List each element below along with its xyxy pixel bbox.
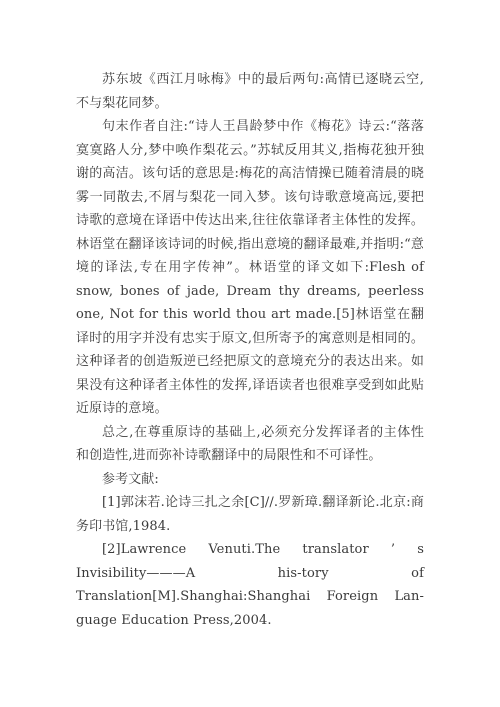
paragraph-conclusion: 总之,在尊重原诗的基础上,必须充分发挥译者的主体性和创造性,进而弥补诗歌翻译中的局限性和不可译性。: [76, 424, 424, 463]
paragraph-author-note: 句末作者自注:“诗人王昌龄梦中作《梅花》诗云:“落落寞寞路人分,梦中唤作梨花云。”苏轼反用其义,指梅花独开独谢的高洁。该句话的意思是:梅花的高洁情操已随着清晨的晓雾一同散去,不屑与梨花一同入梦。该句诗歌意境高远,要把诗歌的意境在译语中传达出来,往往依靠译者主体性的发挥。林语堂在翻译该诗词的时候,指出意境的翻译最难,并指明:“意境的译法,专在用字传神”。林语堂的译文如下:Flesh of snow, bones of jade, Dream thy dreams, peerless one, Not for this world thou art made.[5]林语堂在翻译时的用字并没有忠实于原文,但所寄予的寓意则是相同的。这种译者的创造叛逆已经把原文的意境充分的表达出来。如果没有这种译者主体性的发挥,译语读者也很难享受到如此贴近原诗的意境。: [76, 119, 424, 416]
references-section: [76, 468, 424, 633]
references-heading: 参考文献:: [102, 471, 159, 487]
document-body: [76, 68, 424, 632]
reference-item-2: [2]Lawrence Venuti.The translator ’ s Invisibility———A his-tory of Translation[M].Shanghai:Shanghai Foreign Lan-guage Education Press,2004.: [76, 542, 424, 628]
reference-item-1: [1]郭沫若.论诗三扎之余[C]//.罗新璋.翻译新论.北京:商务印书馆,1984.: [76, 495, 424, 534]
paragraph-su-dongpo-quote: 苏东坡《西江月咏梅》中的最后两句:高情已逐晓云空,不与梨花同梦。: [76, 72, 424, 111]
